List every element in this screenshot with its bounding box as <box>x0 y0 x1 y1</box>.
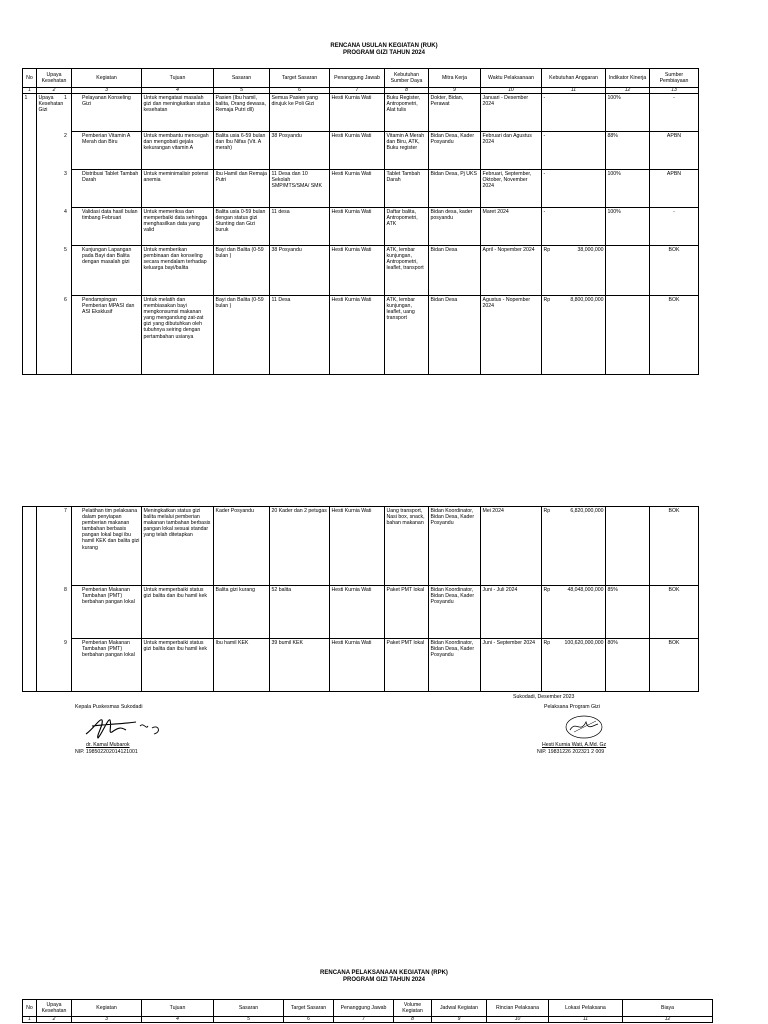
rpk-column-number: 11 <box>549 1017 623 1023</box>
rpk-header-cell: Jadwal Kegiatan <box>432 1000 487 1017</box>
waktu-cell: Maret 2024 <box>481 208 542 246</box>
left-signatory-nip: NIP. 198502202014121001 <box>75 749 138 755</box>
kegiatan-index: 5 <box>64 247 67 253</box>
rpk-header-cell: Biaya <box>623 1000 713 1017</box>
kegiatan-cell <box>64 132 142 170</box>
sasaran-cell: Balita gizi kurang <box>214 586 270 639</box>
kegiatan-index: 3 <box>64 171 67 177</box>
sumber-daya-cell: ATK, lembar kunjungan, leaflet, uang transport <box>385 296 429 375</box>
rpk-header-cell: Target Sasaran <box>284 1000 334 1017</box>
tujuan-cell: Untuk memperbaiki status gizi balita dan ibu hamil kek <box>142 639 214 692</box>
mitra-kerja-cell: Bidan Desa <box>429 296 481 375</box>
rpk-column-number: 12 <box>623 1017 713 1023</box>
mitra-kerja-cell: Bidan Koordinator, Bidan Desa, Kader Posyandu <box>429 586 481 639</box>
ruk-column-number: 2 <box>37 88 72 94</box>
rpk-table <box>22 999 713 1023</box>
rpk-column-number: 5 <box>214 1017 284 1023</box>
ruk-column-number: 3 <box>72 88 142 94</box>
penanggung-jawab-cell: Hesti Kurnia Wati <box>330 639 385 692</box>
ruk-header-cell: Target Sasaran <box>270 69 330 88</box>
kegiatan-cell <box>64 94 142 132</box>
table-row <box>23 170 699 208</box>
target-cell: Semua Pasien yang dirujuk ke Poli Gizi <box>270 94 330 132</box>
kegiatan-index: 4 <box>64 209 67 215</box>
anggaran-value: - <box>543 95 546 101</box>
waktu-cell: Juni - Juli 2024 <box>481 586 542 639</box>
rpk-header-cell: Kegiatan <box>72 1000 142 1017</box>
right-signatory-title: Pelaksana Program Gizi <box>544 704 600 710</box>
table-row <box>23 94 699 132</box>
rpk-column-number: 2 <box>37 1017 72 1023</box>
sumber-daya-cell: Tablet Tambah Darah <box>385 170 429 208</box>
ruk-column-number: 5 <box>214 88 270 94</box>
waktu-cell: Mei 2024 <box>481 507 542 586</box>
mitra-kerja-cell: Dokter, Bidan, Perawat <box>429 94 481 132</box>
pembiayaan-cell: BOK <box>650 507 699 586</box>
kegiatan-text: Distribusi Tablet Tambah Darah <box>82 171 139 184</box>
sumber-daya-cell: Uang transport, Nasi box, snack, bahan makanan <box>385 507 429 586</box>
left-signatory-name: dr. Kamal Mubarok <box>86 742 130 748</box>
mitra-kerja-cell: Bidan Koordinator, Bidan Desa, Kader Posyandu <box>429 639 481 692</box>
target-cell: 20 Kader dan 2 petugas <box>270 507 330 586</box>
anggaran-cell <box>542 170 606 208</box>
table-row <box>23 296 699 375</box>
table-row <box>23 639 699 692</box>
target-cell: 39 bumil KEK <box>270 639 330 692</box>
anggaran-value: - <box>543 133 546 139</box>
sasaran-cell: Ibu hamil KEK <box>214 639 270 692</box>
ruk-header-cell: Kebutuhan Anggaran <box>542 69 606 88</box>
anggaran-value: - <box>543 171 546 177</box>
sasaran-cell: Balita usia 6-59 bulan dan Ibu Nifas (Vit. A merah) <box>214 132 270 170</box>
ruk-column-number: 8 <box>385 88 429 94</box>
ruk-header-cell: No <box>23 69 37 88</box>
target-cell: 38 Posyandu <box>270 246 330 296</box>
ruk-header-cell: Waktu Pelaksanaan <box>481 69 542 88</box>
ruk-column-number: 7 <box>330 88 385 94</box>
waktu-cell: Januari - Desember 2024 <box>481 94 542 132</box>
penanggung-jawab-cell: Hesti Kurnia Wati <box>330 208 385 246</box>
anggaran-cell <box>542 208 606 246</box>
currency-label: Rp <box>543 297 551 303</box>
sasaran-cell: Bayi dan Balita (0-59 bulan ) <box>214 246 270 296</box>
rpk-header-cell: Lokasi Pelaksana <box>549 1000 623 1017</box>
target-cell: 38 Posyandu <box>270 132 330 170</box>
sasaran-cell: Pasien (Ibu hamil, balita, Orang dewasa, Remaja Putri dll) <box>214 94 270 132</box>
kegiatan-cell <box>64 246 142 296</box>
pembiayaan-cell: BOK <box>650 639 699 692</box>
currency-label: Rp <box>543 640 551 646</box>
ruk-header-cell: Sumber Pembiayaan <box>650 69 699 88</box>
rpk-column-number: 7 <box>334 1017 394 1023</box>
kegiatan-index: 1 <box>64 95 67 101</box>
sumber-daya-cell: Vitamin A Merah dan Biru, ATK, Buku register <box>385 132 429 170</box>
currency-label: Rp <box>543 508 551 514</box>
indikator-cell <box>606 507 650 586</box>
target-cell: 11 Desa dan 10 Sekolah SMP/MTS/SMA/ SMK <box>270 170 330 208</box>
mitra-kerja-cell: Bidan Desa, Kader Posyandu <box>429 132 481 170</box>
sumber-daya-cell: Paket PMT lokal <box>385 639 429 692</box>
ruk-title: RENCANA USULAN KEGIATAN (RUK) <box>330 43 438 49</box>
target-cell: 52 balita <box>270 586 330 639</box>
sumber-daya-cell: Paket PMT lokal <box>385 586 429 639</box>
tujuan-cell: Untuk memperbaiki status gizi balita dan ibu hamil kek <box>142 586 214 639</box>
right-signatory-name: Hesti Kurnia Wati, A.Md. Gz <box>542 742 607 748</box>
indikator-cell: 80% <box>606 639 650 692</box>
indikator-cell: 85% <box>606 586 650 639</box>
ruk-column-number: 12 <box>606 88 650 94</box>
row-number: 1 <box>23 94 37 375</box>
upaya-kesehatan <box>37 507 72 692</box>
tujuan-cell: Meningkatkan status gizi balita melalui pemberian makanan tambahan berbasis pangan lokal sesuai standar yang telah ditetapkan <box>142 507 214 586</box>
indikator-cell: 100% <box>606 94 650 132</box>
penanggung-jawab-cell: Hesti Kurnia Wati <box>330 132 385 170</box>
indikator-cell <box>606 296 650 375</box>
ruk-header-cell: Kegiatan <box>72 69 142 88</box>
ruk-header-cell: Mitra Kerja <box>429 69 481 88</box>
sasaran-cell: Ibu Hamil dan Remaja Putri <box>214 170 270 208</box>
rpk-header-cell: Sasaran <box>214 1000 284 1017</box>
currency-label: Rp <box>543 247 551 253</box>
ruk-column-number: 4 <box>142 88 214 94</box>
kegiatan-cell <box>64 639 142 692</box>
penanggung-jawab-cell: Hesti Kurnia Wati <box>330 94 385 132</box>
target-cell: 11 Desa <box>270 296 330 375</box>
rpk-column-number: 3 <box>72 1017 142 1023</box>
mitra-kerja-cell: Bidan Desa, Pj UKS <box>429 170 481 208</box>
table-row <box>23 507 699 586</box>
right-signature-image <box>560 712 610 742</box>
table-row <box>23 586 699 639</box>
kegiatan-text: Pemberian Vitamin A Merah dan Biru <box>82 133 131 146</box>
upaya-kesehatan: Upaya Kesehatan Gizi <box>37 94 72 375</box>
waktu-cell: Februari, September, Oktober, November 2024 <box>481 170 542 208</box>
anggaran-value: - <box>543 209 546 215</box>
place-date: Sukodadi, Desember 2023 <box>513 694 575 700</box>
left-signature-image <box>82 712 172 742</box>
kegiatan-text: Kunjungan Lapangan pada Bayi dan Balita dengan masalah gizi <box>82 247 132 266</box>
penanggung-jawab-cell: Hesti Kurnia Wati <box>330 296 385 375</box>
ruk-header-cell: Indikator Kinerja <box>606 69 650 88</box>
pembiayaan-cell: - <box>650 94 699 132</box>
mitra-kerja-cell: Bidan Desa <box>429 246 481 296</box>
ruk-header-cell: Tujuan <box>142 69 214 88</box>
waktu-cell: Juni - September 2024 <box>481 639 542 692</box>
kegiatan-index: 8 <box>64 587 67 593</box>
anggaran-value: 100,620,000,000 <box>564 640 604 646</box>
kegiatan-index: 2 <box>64 133 67 139</box>
tujuan-cell: Untuk memberikan pembinaan dan konseling secara mendalam terhadap keluarga bayi/balita <box>142 246 214 296</box>
mitra-kerja-cell: Bidan Koordinator, Bidan Desa, Kader Posyandu <box>429 507 481 586</box>
ruk-column-number: 6 <box>270 88 330 94</box>
rpk-column-number: 8 <box>394 1017 432 1023</box>
sasaran-cell: Bayi dan Balita (0-59 bulan ) <box>214 296 270 375</box>
tujuan-cell: Untuk memeriksa dan memperbaiki data sehingga menghasilkan data yang valid <box>142 208 214 246</box>
kegiatan-text: Validasi data hasil bulan timbang Februari <box>82 209 138 222</box>
ruk-column-number: 10 <box>481 88 542 94</box>
kegiatan-text: Pemberian Makanan Tambahan (PMT) berbahan pangan lokal <box>82 640 135 659</box>
anggaran-cell <box>542 639 606 692</box>
waktu-cell: April - Nopember 2024 <box>481 246 542 296</box>
anggaran-value: 38,000,000 <box>577 247 604 253</box>
anggaran-value: 48,048,000,000 <box>567 587 604 593</box>
tujuan-cell: Untuk mengatasi masalah gizi dan meningkatkan status kesehatan <box>142 94 214 132</box>
ruk-column-number: 11 <box>542 88 606 94</box>
rpk-column-number: 9 <box>432 1017 487 1023</box>
rpk-subtitle: PROGRAM GIZI TAHUN 2024 <box>343 977 425 983</box>
ruk-header-cell: Sasaran <box>214 69 270 88</box>
kegiatan-cell <box>64 586 142 639</box>
kegiatan-index: 9 <box>64 640 67 646</box>
table-row <box>23 132 699 170</box>
rpk-header-cell: Volume Kegiatan <box>394 1000 432 1017</box>
penanggung-jawab-cell: Hesti Kurnia Wati <box>330 507 385 586</box>
target-cell: 11 desa <box>270 208 330 246</box>
sasaran-cell: Balita usia 0-59 bulan dengan status gizi Stunting dan Gizi buruk <box>214 208 270 246</box>
right-signatory-nip: NIP. 19831226 202321 2 009 <box>537 749 605 755</box>
ruk-header-cell: Upaya Kesehatan <box>37 69 72 88</box>
kegiatan-text: Pelatihan tim pelaksana dalam penyiapan pemberian makanan tambahan berbasis pangan lokal bagi ibu hamil KEK dan balita gizi kurang <box>82 508 140 551</box>
rpk-header-cell: Penanggung Jawab <box>334 1000 394 1017</box>
rpk-header-cell: No <box>23 1000 37 1017</box>
rpk-header-cell: Upaya Kesehatan <box>37 1000 72 1017</box>
rpk-column-number: 10 <box>487 1017 549 1023</box>
anggaran-cell <box>542 246 606 296</box>
ruk-table-continued <box>22 506 699 692</box>
anggaran-cell <box>542 507 606 586</box>
kegiatan-index: 6 <box>64 297 67 303</box>
pembiayaan-cell: BOK <box>650 296 699 375</box>
table-row <box>23 246 699 296</box>
ruk-table <box>22 68 699 375</box>
kegiatan-cell <box>64 296 142 375</box>
kegiatan-index: 7 <box>64 508 67 514</box>
sumber-daya-cell: ATK, lembar kunjungan, Antropometri, leaflet, transport <box>385 246 429 296</box>
kegiatan-text: Pelayanan Konseling Gizi <box>82 95 131 108</box>
anggaran-cell <box>542 94 606 132</box>
anggaran-value: 6,820,000,000 <box>570 508 604 514</box>
rpk-header-cell: Rincian Pelaksana <box>487 1000 549 1017</box>
table-row <box>23 208 699 246</box>
anggaran-value: 8,800,000,000 <box>570 297 604 303</box>
tujuan-cell: Untuk meminimalisir potensi anemia <box>142 170 214 208</box>
sumber-daya-cell: Daftar balita, Antropometri, ATK <box>385 208 429 246</box>
pembiayaan-cell: BOK <box>650 246 699 296</box>
rpk-column-number: 4 <box>142 1017 214 1023</box>
kegiatan-cell <box>64 507 142 586</box>
mitra-kerja-cell: Bidan desa, kader posyandu <box>429 208 481 246</box>
pembiayaan-cell: - <box>650 208 699 246</box>
ruk-subtitle: PROGRAM GIZI TAHUN 2024 <box>343 50 425 56</box>
rpk-column-number: 6 <box>284 1017 334 1023</box>
rpk-column-number: 1 <box>23 1017 37 1023</box>
indikator-cell <box>606 246 650 296</box>
kegiatan-cell <box>64 170 142 208</box>
pembiayaan-cell: APBN <box>650 170 699 208</box>
indikator-cell: 100% <box>606 170 650 208</box>
row-number <box>23 507 37 692</box>
anggaran-cell <box>542 296 606 375</box>
kegiatan-text: Pendampingan Pemberian MPASI dan ASI Eksklusif <box>82 297 135 316</box>
left-signatory-title: Kepala Puskesmas Sukodadi <box>75 704 143 710</box>
tujuan-cell: Untuk melatih dan membiasakan bayi mengkonsumsi makanan yang mengandung zat-zat gizi yang dibutuhkan oleh tubuhnya seiring dengan pertambahan usianya <box>142 296 214 375</box>
anggaran-cell <box>542 586 606 639</box>
kegiatan-cell <box>64 208 142 246</box>
waktu-cell: Agustus - Nopember 2024 <box>481 296 542 375</box>
pembiayaan-cell: APBN <box>650 132 699 170</box>
indikator-cell: 100% <box>606 208 650 246</box>
sumber-daya-cell: Buku Register, Antropometri, Alat tulis <box>385 94 429 132</box>
tujuan-cell: Untuk membantu mencegah dan mengobati gejala kekurangan vitamin A <box>142 132 214 170</box>
rpk-title: RENCANA PELAKSANAAN KEGIATAN (RPK) <box>320 970 448 976</box>
anggaran-cell <box>542 132 606 170</box>
rpk-header-cell: Tujuan <box>142 1000 214 1017</box>
penanggung-jawab-cell: Hesti Kurnia Wati <box>330 586 385 639</box>
ruk-column-number: 13 <box>650 88 699 94</box>
indikator-cell: 88% <box>606 132 650 170</box>
ruk-header-cell: Penanggung Jawab <box>330 69 385 88</box>
ruk-column-number: 9 <box>429 88 481 94</box>
pembiayaan-cell: BOK <box>650 586 699 639</box>
penanggung-jawab-cell: Hesti Kurnia Wati <box>330 170 385 208</box>
kegiatan-text: Pemberian Makanan Tambahan (PMT) berbahan pangan lokal <box>82 587 135 606</box>
currency-label: Rp <box>543 587 551 593</box>
sasaran-cell: Kader Posyandu <box>214 507 270 586</box>
ruk-column-number: 1 <box>23 88 37 94</box>
waktu-cell: Februari dan Agustus 2024 <box>481 132 542 170</box>
ruk-header-cell: Kebutuhan Sumber Daya <box>385 69 429 88</box>
penanggung-jawab-cell: Hesti Kurnia Wati <box>330 246 385 296</box>
